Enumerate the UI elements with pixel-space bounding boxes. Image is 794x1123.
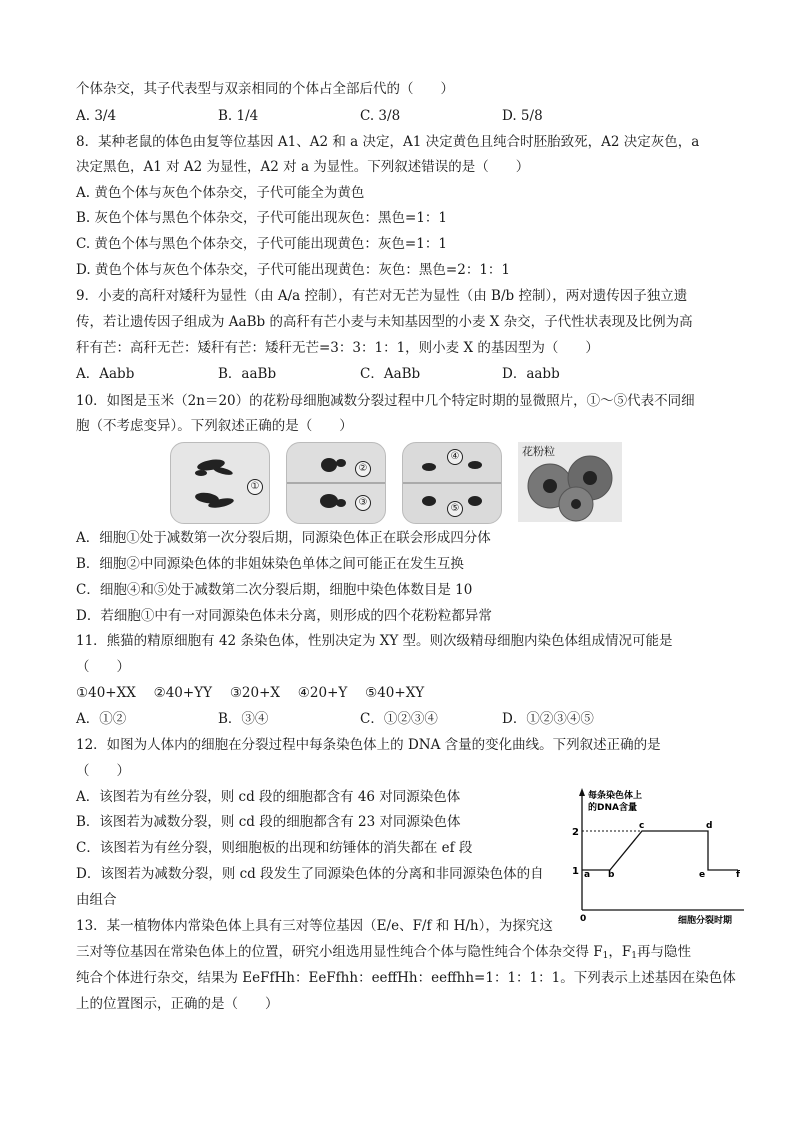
q9-stem-3: 秆有芒：高秆无芒：矮秆有芒：矮秆无芒=3：3：1：1，则小麦 X 的基因型为（ ） (76, 340, 599, 356)
q11-options (76, 709, 594, 729)
q10-stem-1: 10．如图是玉米（2n＝20）的花粉母细胞减数分裂过程中几个特定时期的显微照片，①～⑤代表不同细 (76, 393, 695, 409)
q12-option-b[interactable]: B．该图若为减数分裂，则 cd 段的细胞都含有 23 对同源染色体 (76, 814, 461, 830)
q9-stem-2: 传，若让遗传因子组成为 AaBb 的高秆有芒小麦与未知基因型的小麦 X 杂交，子代性状表现及比例为高 (76, 314, 693, 330)
q13-text-a: 三对等位基因在常染色体上的位置，研究小组选用显性纯合个体与隐性纯合个体杂交得 F (76, 944, 603, 960)
q10-stem-2: 胞（不考虑变异）。下列叙述正确的是（ ） (76, 418, 353, 434)
q13-text-c: 再与隐性 (637, 944, 692, 960)
x-axis-label: 细胞分裂时期 (678, 916, 733, 924)
q11-option-b[interactable]: B．③④ (218, 711, 269, 727)
q13-stem-3: 纯合个体进行杂交，结果为 EeFfHh：EeFfhh：eeffHh：eeffhh=1：1：1：1。下列表示上述基因在染色体 (76, 970, 736, 986)
q8-option-d[interactable]: D. 黄色个体与灰色个体杂交，子代可能出现黄色：灰色：黑色=2：1：1 (76, 262, 511, 278)
y-tick-1: 1 (572, 866, 579, 877)
q13-stem-1: 13．某一植物体内常染色体上具有三对等位基因（E/e、F/f 和 H/h），为探究这 (76, 918, 553, 934)
q10-option-b[interactable]: B．细胞②中同源染色体的非姐妹染色单体之间可能正在发生互换 (76, 556, 464, 572)
q9-options (76, 364, 560, 384)
dna-content-graph (568, 784, 748, 924)
cell-label-5: ⑤ (447, 501, 463, 517)
y-tick-2: 2 (572, 827, 579, 838)
q10-option-a[interactable]: A．细胞①处于减数第一次分裂后期，同源染色体正在联会形成四分体 (76, 530, 491, 546)
q7-stem-tail: 个体杂交，其子代表型与双亲相同的个体占全部后代的（ ） (76, 81, 454, 97)
y-axis-arrow (579, 788, 585, 796)
cell-label-1: ① (247, 479, 263, 495)
cell-label-2: ② (355, 461, 371, 477)
q12-option-c[interactable]: C．该图若为有丝分裂，则细胞板的出现和纺锤体的消失都在 ef 段 (76, 840, 473, 856)
q11-choices: ①40+XX ②40+YY ③20+X ④20+Y ⑤40+XY (76, 685, 425, 701)
micrograph-cells-4-5 (402, 442, 502, 524)
q8-option-c[interactable]: C. 黄色个体与黑色个体杂交，子代可能出现黄色：灰色=1：1 (76, 236, 447, 252)
cell-label-4: ④ (447, 449, 463, 465)
point-c: c (639, 821, 645, 831)
cell-label-3: ③ (355, 495, 371, 511)
q11-blank: （ ） (76, 659, 130, 675)
q13-sub-1: 1 (602, 951, 609, 961)
q8-option-a[interactable]: A. 黄色个体与灰色个体杂交，子代可能全为黄色 (76, 185, 365, 201)
point-d: d (706, 821, 713, 831)
y-axis-label-1: 每条染色体上 (588, 791, 643, 801)
q8-option-b[interactable]: B. 灰色个体与黑色个体杂交，子代可能出现灰色：黑色=1：1 (76, 210, 447, 226)
q8-stem-2: 决定黑色，A1 对 A2 为显性，A2 对 a 为显性。下列叙述错误的是（ ） (76, 159, 530, 175)
q7-option-d[interactable]: D. 5/8 (502, 108, 543, 124)
q12-option-d[interactable]: D．该图若为减数分裂，则 cd 段发生了同源染色体的分离和非同源染色体的自 (76, 866, 544, 882)
q10-option-d[interactable]: D．若细胞①中有一对同源染色体未分离，则形成的四个花粉粒都异常 (76, 608, 492, 624)
point-f: f (736, 870, 740, 880)
q13-sub-2: 1 (631, 951, 638, 961)
q7-options (76, 106, 543, 126)
q9-option-b[interactable]: B．aaBb (218, 366, 277, 382)
micrograph-cell-1 (170, 442, 270, 524)
q13-text-b: ，F (608, 944, 632, 960)
q12-blank: （ ） (76, 763, 130, 779)
q9-option-c[interactable]: C．AaBb (360, 366, 421, 382)
q13-stem-2 (76, 942, 691, 966)
origin-label: 0 (580, 914, 587, 924)
q7-option-b[interactable]: B. 1/4 (218, 108, 259, 124)
dna-curve (582, 831, 738, 870)
q11-option-a[interactable]: A．①② (76, 711, 127, 727)
micrograph-pollen (518, 442, 622, 522)
q9-option-a[interactable]: A．Aabb (76, 366, 135, 382)
q9-stem-1: 9．小麦的高秆对矮秆为显性（由 A/a 控制），有芒对无芒为显性（由 B/b 控制），两对遗传因子独立遗 (76, 288, 688, 304)
q12-stem: 12．如图为人体内的细胞在分裂过程中每条染色体上的 DNA 含量的变化曲线。下列叙述正确的是 (76, 737, 661, 753)
q9-option-d[interactable]: D．aabb (502, 366, 560, 382)
point-a: a (584, 870, 591, 880)
point-b: b (608, 870, 615, 880)
q7-option-c[interactable]: C. 3/8 (360, 108, 401, 124)
q11-stem: 11．熊猫的精原细胞有 42 条染色体，性别决定为 XY 型。则次级精母细胞内染色体组成情况可能是 (76, 633, 673, 649)
q12-option-d-cont: 由组合 (76, 892, 117, 908)
q12-option-a[interactable]: A．该图若为有丝分裂，则 cd 段的细胞都含有 46 对同源染色体 (76, 789, 461, 805)
q11-option-c[interactable]: C．①②③④ (360, 711, 438, 727)
point-e: e (699, 870, 706, 880)
micrograph-cells-2-3 (286, 442, 386, 524)
q8-stem-1: 8．某种老鼠的体色由复等位基因 A1、A2 和 a 决定，A1 决定黄色且纯合时胚胎致死，A2 决定灰色，a (76, 134, 700, 150)
y-axis-label-2: 的DNA含量 (588, 803, 637, 813)
q7-option-a[interactable]: A. 3/4 (76, 108, 117, 124)
pollen-label: 花粉粒 (522, 445, 555, 458)
q10-option-c[interactable]: C．细胞④和⑤处于减数第二次分裂后期，细胞中染色体数目是 10 (76, 582, 473, 598)
q11-option-d[interactable]: D．①②③④⑤ (502, 711, 594, 727)
q13-stem-4: 上的位置图示，正确的是（ ） (76, 996, 279, 1012)
